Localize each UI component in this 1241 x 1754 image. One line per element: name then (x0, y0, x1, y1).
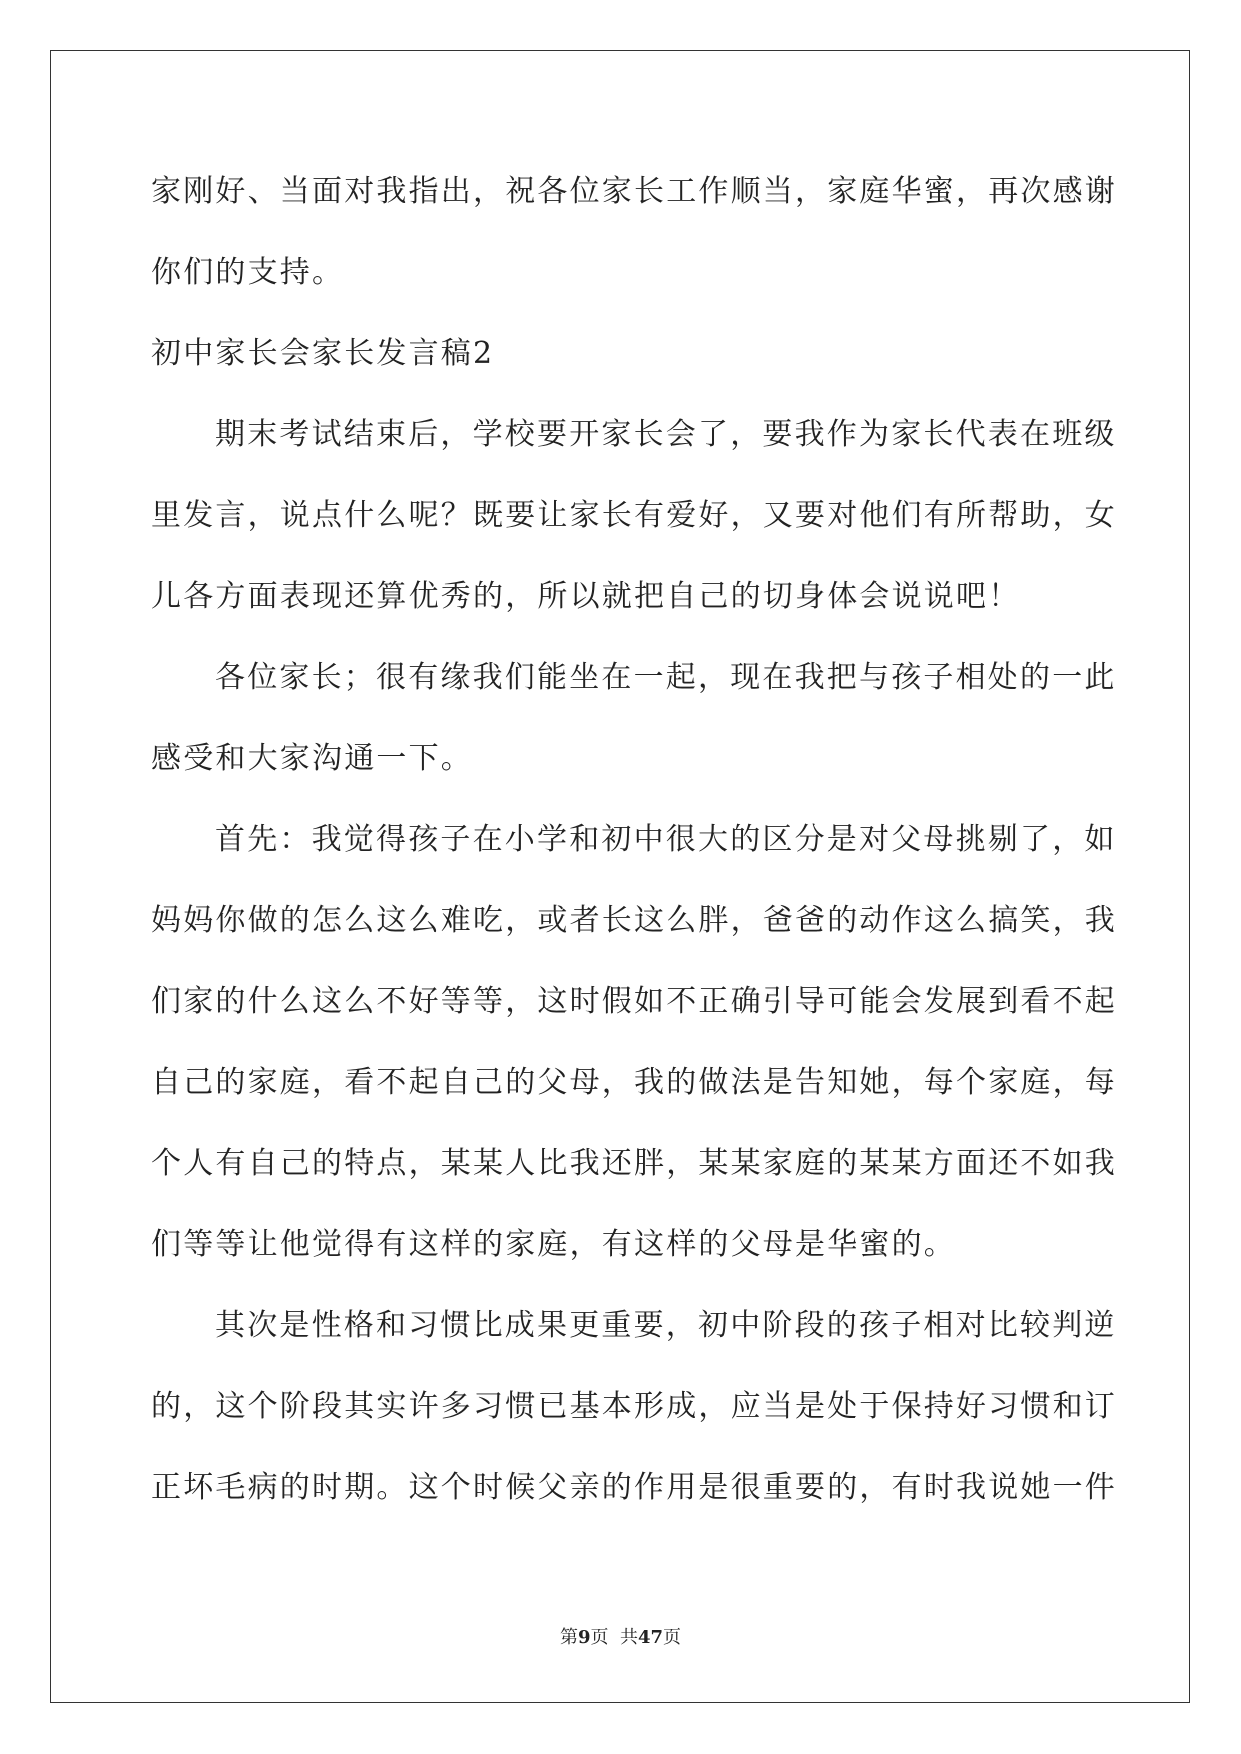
total-page-count: 47 (637, 1627, 664, 1648)
page-footer (0, 1626, 1241, 1650)
text-line: 你们的支持。 (151, 255, 345, 290)
text-line: 们家的什么这么不好等等，这时假如不正确引导可能会发展到看不起 (151, 984, 1117, 1019)
section-heading: 初中家长会家长发言稿2 (151, 336, 495, 371)
text-line: 里发言，说点什么呢？既要让家长有爱好，又要对他们有所帮助，女 (151, 498, 1117, 533)
current-page-number: 9 (577, 1627, 591, 1648)
paragraph-first-line: 期末考试结束后，学校要开家长会了，要我作为家长代表在班级 (215, 417, 1117, 452)
text-line: 妈妈你做的怎么这么难吃，或者长这么胖，爸爸的动作这么搞笑，我 (151, 903, 1117, 938)
text-line: 的，这个阶段其实许多习惯已基本形成，应当是处于保持好习惯和订 (151, 1389, 1117, 1424)
text-line: 自己的家庭，看不起自己的父母，我的做法是告知她，每个家庭，每 (151, 1065, 1117, 1100)
paragraph-first-line: 各位家长；很有缘我们能坐在一起，现在我把与孩子相处的一此 (215, 660, 1117, 695)
footer-prefix: 第 (559, 1627, 578, 1648)
footer-middle: 页 共 (590, 1627, 638, 1648)
text-line: 家刚好、当面对我指出，祝各位家长工作顺当，家庭华蜜，再次感谢 (151, 174, 1117, 209)
paragraph-first-line: 首先：我觉得孩子在小学和初中很大的区分是对父母挑剔了，如 (215, 822, 1117, 857)
text-line: 们等等让他觉得有这样的家庭，有这样的父母是华蜜的。 (151, 1227, 956, 1262)
text-line: 个人有自己的特点，某某人比我还胖，某某家庭的某某方面还不如我 (151, 1146, 1117, 1181)
document-body (151, 158, 1117, 1535)
footer-suffix: 页 (663, 1627, 682, 1648)
text-line: 感受和大家沟通一下。 (151, 741, 473, 776)
text-line: 正坏毛病的时期。这个时候父亲的作用是很重要的，有时我说她一件 (151, 1470, 1117, 1505)
paragraph-first-line: 其次是性格和习惯比成果更重要，初中阶段的孩子相对比较判逆 (215, 1308, 1117, 1343)
text-line: 儿各方面表现还算优秀的，所以就把自己的切身体会说说吧！ (151, 579, 1021, 614)
